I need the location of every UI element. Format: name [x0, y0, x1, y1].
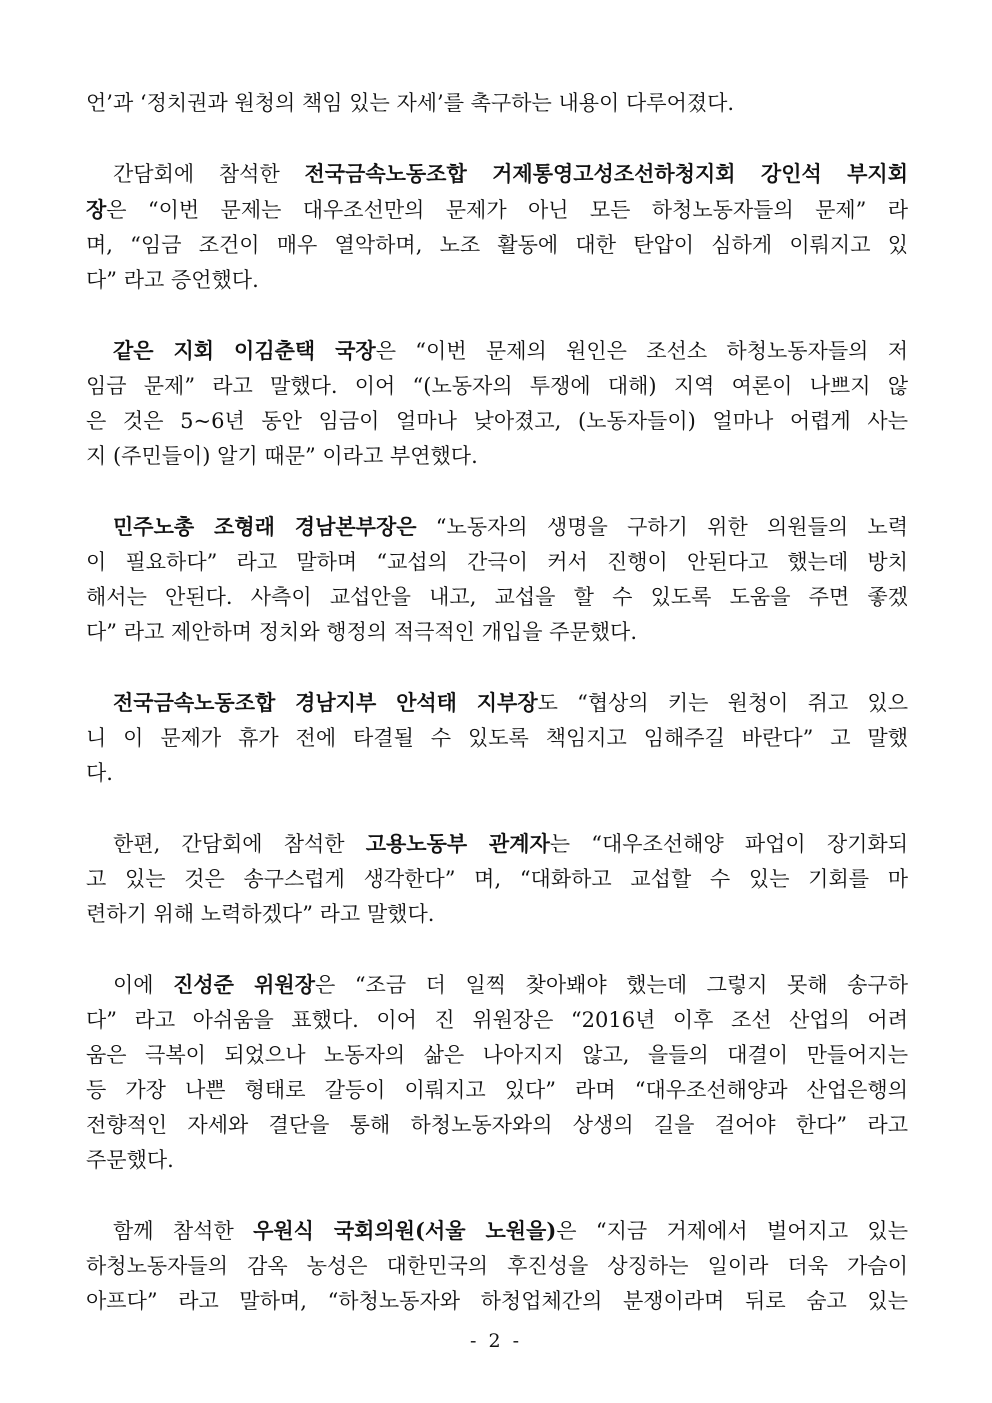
text-run: 해서는 안된다. 사측이 교섭안을 내고, 교섭을 할 수 있도록 도움을 주면 좋겠: [86, 585, 908, 609]
text-run: 전향적인 자세와 결단을 통해 하청노동자와의 상생의 길을 걸어야 한다” 라고: [86, 1113, 908, 1137]
text-run: 다” 라고 제안하며 정치와 행정의 적극적인 개입을 주문했다.: [86, 620, 638, 644]
paragraph: [86, 826, 908, 932]
speaker-name-bold: 민주노총 조형래 경남본부장은: [113, 514, 417, 539]
paragraph: [86, 685, 908, 791]
document-body: [86, 86, 908, 1319]
text-run: 등 가장 나쁜 형태로 갈등이 이뤄지고 있다” 라며 “대우조선해양과 산업은행의: [86, 1078, 908, 1102]
text-line: [86, 862, 908, 897]
text-line: [86, 1249, 908, 1284]
text-run: 한편, 간담회에 참석한: [113, 832, 366, 856]
text-run: 는 “대우조선해양 파업이 장기화되: [549, 832, 908, 856]
text-line: [86, 897, 908, 932]
text-run: 함께 참석한: [113, 1219, 254, 1243]
text-line: [86, 967, 908, 1003]
paragraph: [86, 333, 908, 474]
text-run: 하청노동자들의 감옥 농성은 대한민국의 후진성을 상징하는 일이라 더욱 가슴이: [86, 1254, 908, 1278]
text-run: 은 “조금 더 일찍 찾아봬야 했는데 그렇지 못해 송구하: [315, 973, 908, 997]
text-run: 지 (주민들이) 알기 때문” 이라고 부연했다.: [86, 444, 478, 468]
speaker-name-bold: 같은 지회 이김춘택 국장: [113, 338, 376, 363]
speaker-name-bold: 진성준 위원장: [173, 972, 315, 997]
text-line: [86, 1003, 908, 1038]
text-run: 임금 문제” 라고 말했다. 이어 “(노동자의 투쟁에 대해) 지역 여론이 나쁘지 않: [86, 374, 908, 398]
text-line: [86, 192, 908, 228]
text-run: 도 “협상의 키는 원청이 쥐고 있으: [537, 691, 908, 715]
text-run: 다” 라고 아쉬움을 표했다. 이어 진 위원장은 “2016년 이후 조선 산업의 어려: [86, 1008, 908, 1032]
text-line: [86, 86, 908, 121]
text-line: [86, 509, 908, 545]
speaker-name-bold: 고용노동부 관계자: [365, 831, 550, 856]
text-run: 간담회에 참석한: [113, 162, 305, 186]
speaker-name-bold: 전국금속노동조합 거제통영고성조선하청지회 강인석 부지회: [304, 161, 908, 186]
page-number: - 2 -: [469, 1330, 522, 1352]
text-line: [86, 1284, 908, 1319]
speaker-name-bold: 우원식 국회의원(서울 노원을): [253, 1218, 557, 1243]
text-line: [86, 615, 908, 650]
text-run: 은 “이번 문제의 원인은 조선소 하청노동자들의 저: [375, 339, 908, 363]
text-run: 며, “임금 조건이 매우 열악하며, 노조 활동에 대한 탄압이 심하게 이뤄지고 있: [86, 233, 908, 257]
text-line: [86, 721, 908, 756]
text-run: 움은 극복이 되었으나 노동자의 삶은 나아지지 않고, 을들의 대결이 만들어지는: [86, 1043, 908, 1067]
text-line: [86, 369, 908, 404]
text-line: [86, 756, 908, 791]
text-run: 언’과 ‘정치권과 원청의 책임 있는 자세’를 촉구하는 내용이 다루어졌다.: [86, 91, 735, 115]
text-line: [86, 1038, 908, 1073]
text-line: [86, 1108, 908, 1143]
text-line: [86, 156, 908, 192]
text-line: [86, 263, 908, 298]
speaker-name-bold: 전국금속노동조합 경남지부 안석태 지부장: [113, 690, 538, 715]
text-line: [86, 685, 908, 721]
text-run: 은 “지금 거제에서 벌어지고 있는: [556, 1219, 908, 1243]
text-line: [86, 439, 908, 474]
text-run: 이에: [113, 973, 174, 997]
paragraph: [86, 86, 908, 121]
text-line: [86, 580, 908, 615]
text-line: [86, 404, 908, 439]
text-line: [86, 228, 908, 263]
text-line: [86, 333, 908, 369]
text-line: [86, 545, 908, 580]
text-run: 주문했다.: [86, 1148, 174, 1172]
text-run: 아프다” 라고 말하며, “하청노동자와 하청업체간의 분쟁이라며 뒤로 숨고 있는: [86, 1289, 908, 1313]
text-run: 련하기 위해 노력하겠다” 라고 말했다.: [86, 902, 435, 926]
text-run: 이 필요하다” 라고 말하며 “교섭의 간극이 커서 진행이 안된다고 했는데 방치: [86, 550, 908, 574]
text-run: 은 것은 5~6년 동안 임금이 얼마나 낮아졌고, (노동자들이) 얼마나 어렵게 사는: [86, 409, 908, 433]
text-line: [86, 1213, 908, 1249]
text-run: 니 이 문제가 휴가 전에 타결될 수 있도록 책임지고 임해주길 바란다” 고 말했: [86, 726, 908, 750]
text-line: [86, 826, 908, 862]
speaker-name-bold: 장: [86, 197, 107, 222]
text-line: [86, 1143, 908, 1178]
paragraph: [86, 156, 908, 298]
text-run: 다.: [86, 761, 113, 785]
text-line: [86, 1073, 908, 1108]
text-run: “노동자의 생명을 구하기 위한 의원들의 노력: [416, 515, 908, 539]
paragraph: [86, 967, 908, 1178]
paragraph: [86, 509, 908, 650]
paragraph: [86, 1213, 908, 1319]
text-run: 다” 라고 증언했다.: [86, 268, 259, 292]
text-run: 은 “이번 문제는 대우조선만의 문제가 아닌 모든 하청노동자들의 문제” 라: [106, 198, 908, 222]
text-run: 고 있는 것은 송구스럽게 생각한다” 며, “대화하고 교섭할 수 있는 기회를 마: [86, 867, 908, 891]
